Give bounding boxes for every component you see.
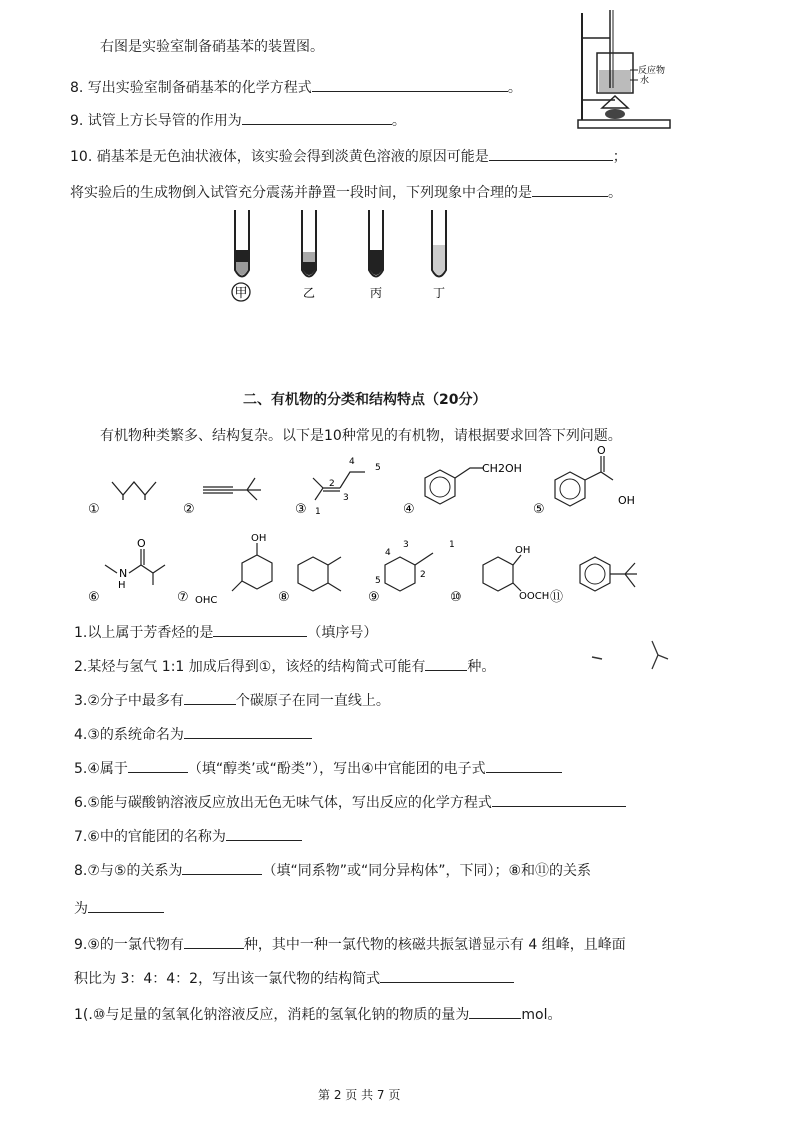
question-text: 8.⑦与⑤的关系为 [74, 863, 183, 879]
s9-number-3: 3 [403, 540, 409, 550]
compound-number-5: ⑤ [533, 502, 545, 517]
answer-blank[interactable] [492, 805, 626, 807]
test-tubes-diagram [225, 205, 465, 310]
question-tail: 种，其中一种一氯代物的核磁共振氢谱显示有 4 组峰，且峰面 [243, 937, 626, 953]
s2-question-9b [74, 968, 514, 988]
answer-blank[interactable] [425, 669, 467, 671]
question-tail: 个碳原子在同一直线上。 [235, 693, 390, 709]
question-text: 9.⑨的一氯代物有 [74, 937, 184, 953]
test-tube-ding [432, 210, 446, 277]
s10-oh-label: OH [515, 545, 531, 556]
s9-number-2: 2 [420, 570, 426, 580]
answer-blank[interactable] [532, 195, 608, 197]
compound-number-4: ④ [403, 502, 415, 517]
stray-pen-marks [590, 635, 680, 675]
question-tail: （填“同系物”或“同分异构体”，下同）；⑧和⑪的关系 [262, 863, 592, 879]
s3-number-5: 5 [375, 463, 381, 473]
answer-blank[interactable] [312, 90, 508, 92]
test-tube-bing [369, 210, 383, 277]
answer-blank[interactable] [184, 737, 312, 739]
answer-blank[interactable] [88, 911, 164, 913]
s2-question-9 [74, 934, 626, 954]
answer-blank[interactable] [242, 123, 392, 125]
answer-blank[interactable] [128, 771, 188, 773]
answer-blank[interactable] [213, 635, 307, 637]
question-text: 为 [74, 901, 88, 917]
answer-blank[interactable] [226, 839, 302, 841]
s6-o-label: O [137, 537, 146, 550]
test-tube-jia [235, 210, 249, 277]
compound-number-7: ⑦ [177, 590, 189, 605]
s2-question-8 [74, 860, 591, 880]
s2-question-1 [74, 622, 377, 642]
compound-number-2: ② [183, 502, 195, 517]
question-text: 6.⑤能与碳酸钠溶液反应放出无色无味气体，写出反应的化学方程式 [74, 795, 492, 811]
answer-blank[interactable] [184, 703, 236, 705]
answer-blank[interactable] [469, 1017, 521, 1019]
s2-question-4 [74, 724, 312, 744]
s9-number-4: 4 [385, 548, 391, 558]
intro-text: 右图是实验室制备硝基苯的装置图。 [100, 39, 324, 55]
question-tail: mol。 [521, 1007, 562, 1023]
question-text: 1(.⑩与足量的氢氧化钠溶液反应，消耗的氢氧化钠的物质的量为 [74, 1007, 470, 1023]
compound-number-11: ⑪ [550, 590, 564, 605]
section-heading: 二、有机物的分类和结构特点（20分） [243, 392, 487, 408]
question-text: 1.以上属于芳香烃的是 [74, 625, 214, 641]
compound-number-9: ⑨ [368, 590, 380, 605]
compound-number-1: ① [88, 502, 100, 517]
question-tail: （填“醇类’或“酚类”），写出④中官能团的电子式 [187, 761, 486, 777]
answer-blank[interactable] [182, 873, 262, 875]
s5-o-label: O [597, 444, 606, 457]
s3-number-2: 2 [329, 479, 335, 489]
question-text: 2.某烃与氢气 1:1 加成后得到①，该烃的结构简式可能有 [74, 659, 426, 675]
s2-question-10 [74, 1004, 561, 1024]
question-8 [70, 77, 522, 97]
s6-n-label: N [119, 567, 128, 580]
question-10b-end: 。 [608, 185, 622, 201]
question-8-end: 。 [507, 80, 522, 96]
apparatus-label-reactants: 反应物 [638, 66, 666, 76]
compound-number-3: ③ [295, 502, 307, 517]
structures-row-2 [85, 535, 705, 610]
question-9 [70, 110, 406, 130]
question-tail: 种。 [467, 659, 496, 675]
s4-group-label: CH2OH [482, 462, 522, 475]
question-10a-text: 10. 硝基苯是无色油状液体，该实验会得到淡黄色溶液的原因可能是 [70, 149, 489, 165]
s7-cho-label: OHC [195, 595, 218, 606]
structures-row-1 [85, 444, 705, 530]
s9-number-5: 5 [375, 576, 381, 586]
s6-h-label: H [118, 580, 126, 591]
question-text: 5.④属于 [74, 761, 128, 777]
s2-question-5 [74, 758, 562, 778]
tube-label-ding: 丁 [432, 286, 446, 300]
question-10b [70, 182, 622, 202]
s2-question-8b [74, 898, 164, 918]
page-footer: 第 2 页 共 7 页 [318, 1088, 401, 1102]
s3-number-3: 3 [343, 493, 349, 503]
compound-number-10: ⑩ [450, 590, 462, 605]
section-intro: 有机物种类繁多、结构复杂。以下是10种常见的有机物，请根据要求回答下列问题。 [100, 428, 622, 444]
s5-group-label: OH [618, 494, 635, 507]
question-tail: （填序号） [307, 625, 378, 641]
nitrobenzene-apparatus-diagram [570, 8, 680, 133]
s3-number-4: 4 [349, 457, 355, 467]
compound-number-6: ⑥ [88, 590, 100, 605]
tube-label-yi: 乙 [302, 286, 316, 300]
answer-blank[interactable] [380, 981, 514, 983]
question-text: 3.②分子中最多有 [74, 693, 184, 709]
s9-number-1: 1 [449, 540, 455, 550]
question-9-end: 。 [391, 113, 406, 129]
answer-blank[interactable] [184, 947, 244, 949]
question-text: 7.⑥中的官能团的名称为 [74, 829, 226, 845]
tube-label-bing: 丙 [369, 286, 383, 300]
question-10a [70, 146, 627, 166]
s2-question-2 [74, 656, 495, 676]
answer-blank[interactable] [489, 159, 613, 161]
answer-blank[interactable] [486, 771, 562, 773]
s2-question-3 [74, 690, 390, 710]
s2-question-7 [74, 826, 302, 846]
question-10b-text: 将实验后的生成物倒入试管充分震荡并静置一段时间，下列现象中合理的是 [70, 185, 532, 201]
question-9-text: 9. 试管上方长导管的作用为 [70, 113, 242, 129]
test-tube-yi [302, 210, 316, 277]
question-text: 4.③的系统命名为 [74, 727, 184, 743]
tube-label-jia: 甲 [234, 286, 248, 301]
s2-question-6 [74, 792, 626, 812]
question-8-text: 8. 写出实验室制备硝基苯的化学方程式 [70, 80, 312, 96]
compound-number-8: ⑧ [278, 590, 290, 605]
s10-ester-label: OOCH [519, 591, 550, 602]
s7-oh-label: OH [251, 533, 267, 544]
s3-number-1: 1 [315, 507, 321, 517]
question-text: 积比为 3：4：4：2，写出该一氯代物的结构简式 [74, 971, 381, 987]
apparatus-label-water: 水 [640, 76, 650, 86]
question-10a-end: ； [612, 149, 627, 165]
